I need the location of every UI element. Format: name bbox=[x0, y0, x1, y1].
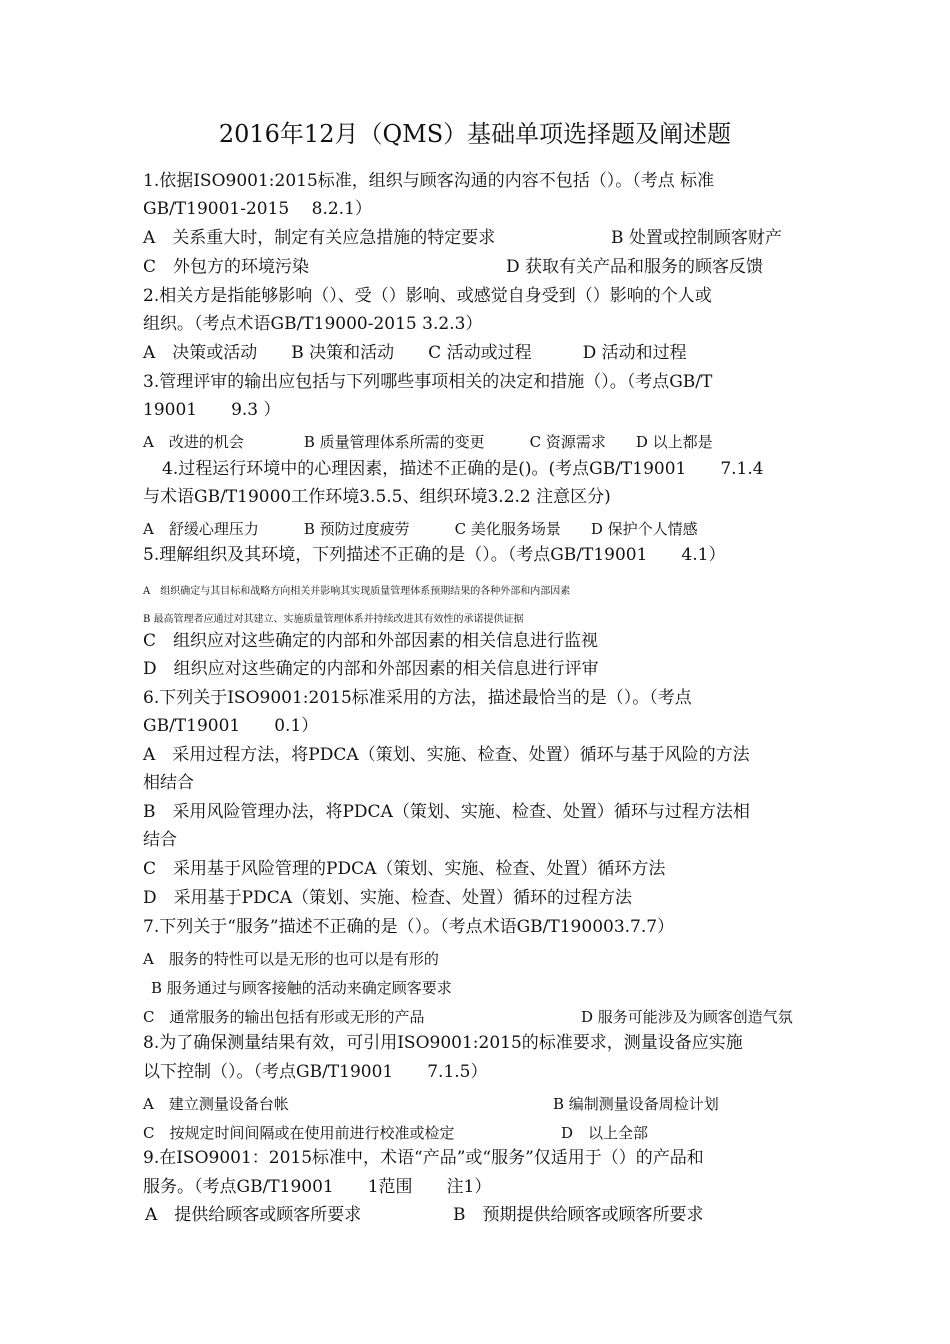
q8-option-c: C 按规定时间间隔或在使用前进行校准或检定 bbox=[143, 1124, 455, 1142]
q7-option-a: A 服务的特性可以是无形的也可以是有形的 bbox=[143, 950, 439, 968]
q2-stem-line1: 2.相关方是指能够影响（）、受（）影响、或感觉自身受到（）影响的个人或 bbox=[143, 286, 712, 306]
q1-stem-line2: GB/T19001-2015 8.2.1） bbox=[143, 199, 372, 219]
q6-option-d: D 采用基于PDCA（策划、实施、检查、处置）循环的过程方法 bbox=[143, 888, 632, 908]
q2-stem-line2: 组织。（考点术语GB/T19000-2015 3.2.3） bbox=[143, 314, 483, 334]
q8-option-d: D 以上全部 bbox=[561, 1124, 649, 1142]
q1-option-d: D 获取有关产品和服务的顾客反馈 bbox=[506, 257, 764, 277]
q6-option-a-line1: A 采用过程方法，将PDCA（策划、实施、检查、处置）循环与基于风险的方法 bbox=[143, 745, 750, 765]
q9-option-a: A 提供给顾客或顾客所要求 bbox=[145, 1205, 362, 1225]
q1-stem-line1: 1.依据ISO9001:2015标准，组织与顾客沟通的内容不包括（）。（考点 标准 bbox=[143, 171, 715, 191]
q8-stem-line2: 以下控制（）。（考点GB/T19001 7.1.5） bbox=[143, 1062, 488, 1082]
q5-stem: 5.理解组织及其环境，下列描述不正确的是（）。（考点GB/T19001 4.1） bbox=[143, 545, 726, 565]
q5-option-a: A 组织确定与其目标和战略方向相关并影响其实现质量管理体系预期结果的各种外部和内部因素 bbox=[143, 586, 571, 597]
q6-option-c: C 采用基于风险管理的PDCA（策划、实施、检查、处置）循环方法 bbox=[143, 859, 666, 879]
q5-option-b: B 最高管理者应通过对其建立、实施质量管理体系并持续改进其有效性的承诺提供证据 bbox=[143, 614, 524, 625]
q3-options: A 改进的机会 B 质量管理体系所需的变更 C 资源需求 D 以上都是 bbox=[143, 433, 713, 451]
q3-stem-line2: 19001 9.3 ） bbox=[143, 400, 281, 420]
q6-stem-line2: GB/T19001 0.1） bbox=[143, 716, 319, 736]
q3-stem-line1: 3.管理评审的输出应包括与下列哪些事项相关的决定和措施（）。（考点GB/T bbox=[143, 372, 713, 392]
q8-option-a: A 建立测量设备台帐 bbox=[143, 1095, 289, 1113]
q7-option-d: D 服务可能涉及为顾客创造气氛 bbox=[581, 1008, 793, 1026]
q1-option-a: A 关系重大时，制定有关应急措施的特定要求 bbox=[143, 228, 496, 248]
q6-option-b-line2: 结合 bbox=[143, 830, 177, 850]
q6-stem-line1: 6.下列关于ISO9001:2015标准采用的方法，描述最恰当的是（）。（考点 bbox=[143, 688, 692, 708]
q2-options: A 决策或活动 B 决策和活动 C 活动或过程 D 活动和过程 bbox=[143, 343, 687, 363]
q9-stem-line2: 服务。（考点GB/T19001 1范围 注1） bbox=[143, 1177, 492, 1197]
q5-option-d: D 组织应对这些确定的内部和外部因素的相关信息进行评审 bbox=[143, 659, 599, 679]
q8-stem-line1: 8.为了确保测量结果有效，可引用ISO9001:2015的标准要求，测量设备应实施 bbox=[143, 1033, 743, 1053]
q9-option-b: B 预期提供给顾客或顾客所要求 bbox=[453, 1205, 704, 1225]
q9-stem-line1: 9.在ISO9001：2015标准中，术语“产品”或“服务”仅适用于（）的产品和 bbox=[143, 1148, 704, 1168]
q6-option-a-line2: 相结合 bbox=[143, 773, 194, 793]
q7-option-b: B 服务通过与顾客接触的活动来确定顾客要求 bbox=[151, 979, 452, 997]
q1-option-b: B 处置或控制顾客财产 bbox=[611, 228, 782, 248]
q7-stem: 7.下列关于“服务”描述不正确的是（）。（考点术语GB/T190003.7.7） bbox=[143, 917, 675, 937]
q1-option-c: C 外包方的环境污染 bbox=[143, 257, 310, 277]
q4-options: A 舒缓心理压力 B 预防过度疲劳 C 美化服务场景 D 保护个人情感 bbox=[143, 520, 698, 538]
q4-stem-line2: 与术语GB/T19000工作环境3.5.5、组织环境3.2.2 注意区分) bbox=[143, 487, 611, 507]
page-title: 2016年12月（QMS）基础单项选择题及阐述题 bbox=[218, 120, 732, 148]
q4-stem-line1: 4.过程运行环境中的心理因素，描述不正确的是()。(考点GB/T19001 7.1.4 bbox=[162, 459, 764, 479]
q8-option-b: B 编制测量设备周检计划 bbox=[553, 1095, 719, 1113]
q7-option-c: C 通常服务的输出包括有形或无形的产品 bbox=[143, 1008, 425, 1026]
q5-option-c: C 组织应对这些确定的内部和外部因素的相关信息进行监视 bbox=[143, 631, 599, 651]
q6-option-b-line1: B 采用风险管理办法，将PDCA（策划、实施、检查、处置）循环与过程方法相 bbox=[143, 802, 750, 822]
